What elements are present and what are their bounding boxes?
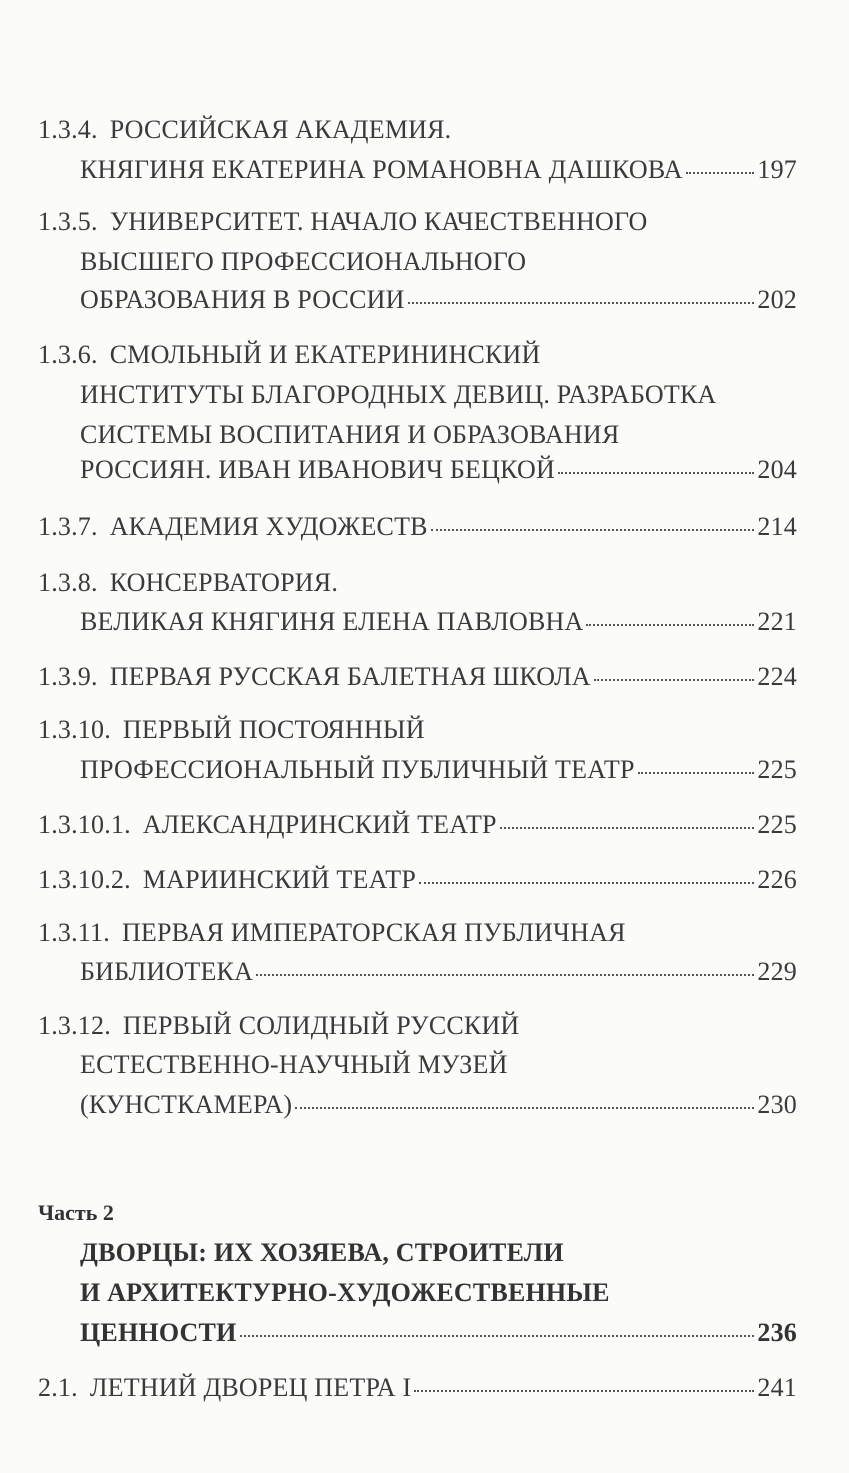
entry-title: РОССИЯН. ИВАН ИВАНОВИЧ БЕЦКОЙ <box>80 455 555 484</box>
dot-leader <box>295 1107 754 1109</box>
dot-leader <box>408 302 755 304</box>
entry-title: МАРИИНСКИЙ ТЕАТР <box>142 865 417 894</box>
dot-leader <box>594 679 755 681</box>
page-number: 226 <box>757 865 797 894</box>
toc-entry-line <box>38 1368 797 1408</box>
entry-number: 1.3.12. <box>38 1011 111 1040</box>
toc-entry-line <box>80 415 797 455</box>
dot-leader <box>558 472 754 474</box>
entry-title: ИНСТИТУТЫ БЛАГОРОДНЫХ ДЕВИЦ. РАЗРАБОТКА <box>80 380 717 409</box>
entry-title: АЛЕКСАНДРИНСКИЙ ТЕАТР <box>142 810 497 839</box>
toc-entry-line <box>38 657 797 697</box>
page-number: 204 <box>757 455 797 484</box>
entry-title: (КУНСТКАМЕРА) <box>80 1090 293 1119</box>
toc-entry-line <box>80 1085 797 1125</box>
page-number: 224 <box>757 662 797 691</box>
toc-entry-line <box>38 710 797 750</box>
entry-number: 1.3.6. <box>38 340 98 369</box>
page-number: 202 <box>757 285 797 314</box>
dot-leader <box>256 974 754 976</box>
entry-title: СИСТЕМЫ ВОСПИТАНИЯ И ОБРАЗОВАНИЯ <box>80 420 620 449</box>
toc-entry-line <box>38 913 797 953</box>
page-number: 229 <box>757 957 797 986</box>
entry-title: УНИВЕРСИТЕТ. НАЧАЛО КАЧЕСТВЕННОГО <box>109 207 648 236</box>
toc-entry-line <box>38 507 797 547</box>
entry-number: 2.1. <box>38 1373 78 1402</box>
toc-entry-line <box>80 1273 797 1313</box>
dot-leader <box>686 172 755 174</box>
toc-entry-line <box>38 110 797 150</box>
toc-entry-line <box>38 202 797 242</box>
entry-title: ВЫСШЕГО ПРОФЕССИОНАЛЬНОГО <box>80 247 527 276</box>
entry-number: 1.3.10.2. <box>38 865 131 894</box>
page-number: 225 <box>757 810 797 839</box>
entry-title: ЛЕТНИЙ ДВОРЕЦ ПЕТРА I <box>89 1373 412 1402</box>
entry-title: ВЕЛИКАЯ КНЯГИНЯ ЕЛЕНА ПАВЛОВНА <box>80 607 584 636</box>
page-number: 214 <box>757 512 797 541</box>
toc-entry-line <box>38 1006 797 1046</box>
page-number: 225 <box>757 755 797 784</box>
part-label: Часть 2 <box>38 1200 114 1225</box>
entry-title: ЕСТЕСТВЕННО-НАУЧНЫЙ МУЗЕЙ <box>80 1050 508 1079</box>
toc-entry-line <box>38 335 797 375</box>
entry-title: БИБЛИОТЕКА <box>80 957 254 986</box>
entry-title: ЦЕННОСТИ <box>80 1318 237 1347</box>
entry-title: КНЯГИНЯ ЕКАТЕРИНА РОМАНОВНА ДАШКОВА <box>80 155 683 184</box>
entry-title: ПЕРВЫЙ ПОСТОЯННЫЙ <box>122 715 425 744</box>
entry-number: 1.3.11. <box>38 918 110 947</box>
toc-entry-line <box>80 750 797 790</box>
entry-title: КОНСЕРВАТОРИЯ. <box>109 568 339 597</box>
dot-leader <box>414 1390 754 1392</box>
toc-entry-line <box>80 450 797 490</box>
entry-number: 1.3.4. <box>38 115 98 144</box>
toc-entry-line <box>80 1233 797 1273</box>
entry-title: СМОЛЬНЫЙ И ЕКАТЕРИНИНСКИЙ <box>109 340 541 369</box>
toc-entry-line <box>80 1313 797 1353</box>
toc-entry-line <box>80 150 797 190</box>
entry-title: РОССИЙСКАЯ АКАДЕМИЯ. <box>109 115 452 144</box>
entry-number: 1.3.5. <box>38 207 98 236</box>
entry-number: 1.3.7. <box>38 512 98 541</box>
entry-number: 1.3.8. <box>38 568 98 597</box>
entry-title: АКАДЕМИЯ ХУДОЖЕСТВ <box>109 512 428 541</box>
entry-title: ПРОФЕССИОНАЛЬНЫЙ ПУБЛИЧНЫЙ ТЕАТР <box>80 755 635 784</box>
page-number: 230 <box>757 1090 797 1119</box>
toc-entry-line <box>38 860 797 900</box>
entry-title: ОБРАЗОВАНИЯ В РОССИИ <box>80 285 405 314</box>
dot-leader <box>586 624 754 626</box>
entry-title: И АРХИТЕКТУРНО-ХУДОЖЕСТВЕННЫЕ <box>80 1278 610 1307</box>
page-number: 241 <box>757 1373 797 1402</box>
toc-entry-line <box>38 563 797 603</box>
toc-entry-line <box>80 952 797 992</box>
toc-entry-line <box>80 242 797 282</box>
entry-number: 1.3.9. <box>38 662 98 691</box>
toc-entry-line <box>38 805 797 845</box>
entry-title: ПЕРВЫЙ СОЛИДНЫЙ РУССКИЙ <box>122 1011 520 1040</box>
entry-title: ПЕРВАЯ РУССКАЯ БАЛЕТНАЯ ШКОЛА <box>109 662 591 691</box>
dot-leader <box>419 882 754 884</box>
page-number: 221 <box>757 607 797 636</box>
dot-leader <box>240 1335 755 1337</box>
page-number: 236 <box>757 1318 797 1347</box>
toc-entry-line <box>80 602 797 642</box>
dot-leader <box>431 529 755 531</box>
entry-title: ДВОРЦЫ: ИХ ХОЗЯЕВА, СТРОИТЕЛИ <box>80 1238 564 1267</box>
toc-entry-line <box>80 1045 797 1085</box>
entry-title: ПЕРВАЯ ИМПЕРАТОРСКАЯ ПУБЛИЧНАЯ <box>121 918 626 947</box>
dot-leader <box>638 772 755 774</box>
toc-entry-line <box>80 375 797 415</box>
entry-number: 1.3.10.1. <box>38 810 131 839</box>
page-number: 197 <box>757 155 797 184</box>
toc-entry-line <box>80 280 797 320</box>
dot-leader <box>500 827 755 829</box>
entry-number: 1.3.10. <box>38 715 111 744</box>
